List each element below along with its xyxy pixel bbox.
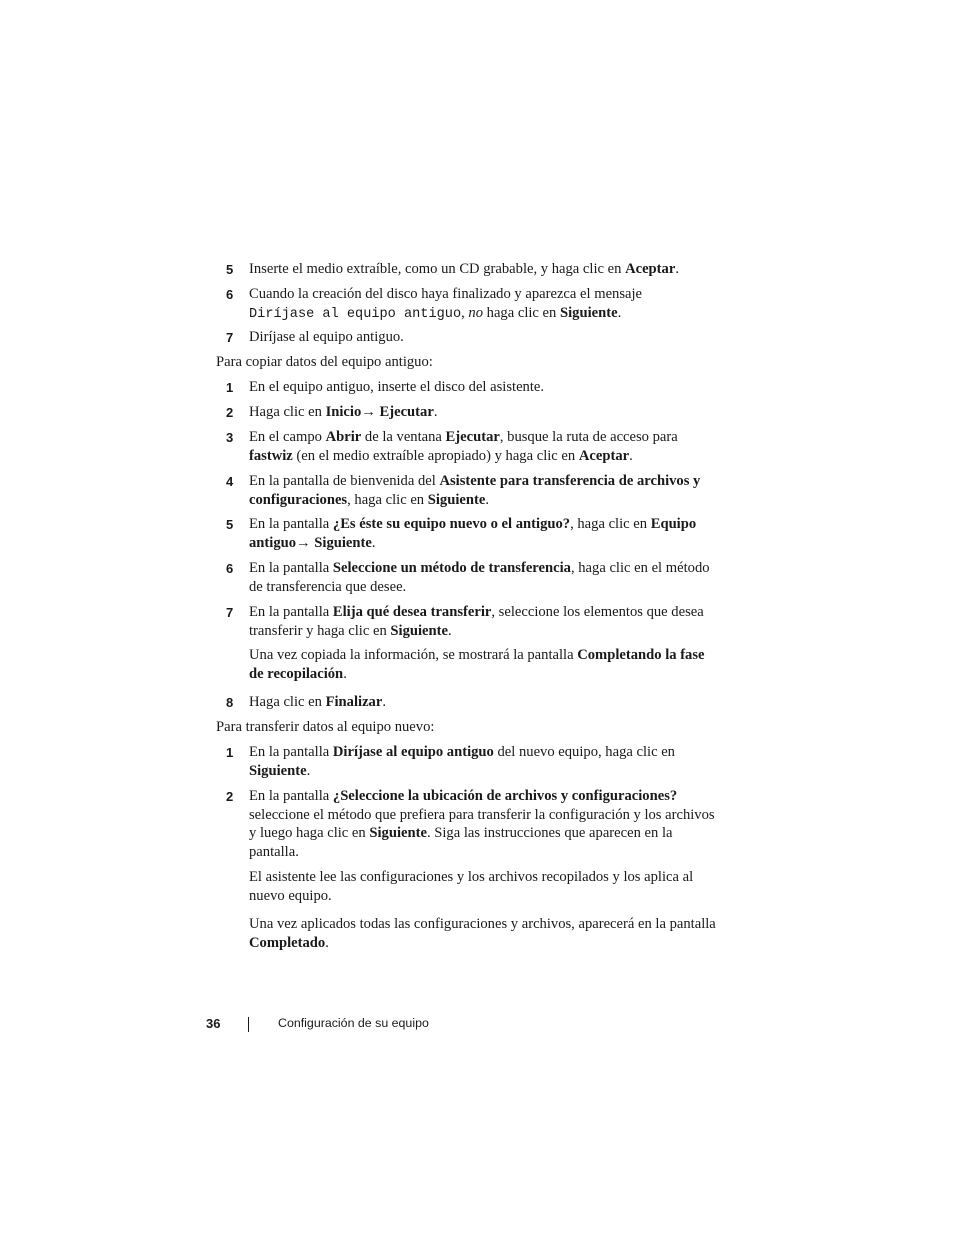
step-text: En la pantalla Seleccione un método de transferencia, haga clic en el método de transferencia que desee. bbox=[249, 560, 710, 595]
step-number: 1 bbox=[226, 380, 234, 395]
step-note: El asistente lee las configuraciones y los archivos recopilados y los aplica al nuevo equipo. bbox=[249, 869, 694, 904]
step-text: En la pantalla ¿Es éste su equipo nuevo o el antiguo?, haga clic en Equipo antiguo→ Siguiente. bbox=[249, 516, 697, 551]
step-number: 5 bbox=[226, 262, 234, 277]
step-text: Haga clic en Finalizar. bbox=[249, 694, 386, 710]
step-note: Una vez aplicados todas las configuraciones y archivos, aparecerá en la pantalla Completado. bbox=[249, 916, 716, 951]
step-note: Una vez copiada la información, se mostrará la pantalla Completando la fase de recopilación. bbox=[249, 647, 705, 682]
step-number: 7 bbox=[226, 330, 234, 345]
step-text: En la pantalla Diríjase al equipo antiguo del nuevo equipo, haga clic en Siguiente. bbox=[249, 744, 675, 779]
footer-title: Configuración de su equipo bbox=[278, 1016, 429, 1030]
page-number: 36 bbox=[206, 1016, 221, 1031]
step-number: 2 bbox=[226, 789, 234, 804]
arrow-icon: → bbox=[361, 404, 376, 420]
step-text: En el equipo antiguo, inserte el disco del asistente. bbox=[249, 379, 545, 395]
step-text: Diríjase al equipo antiguo. bbox=[249, 329, 404, 345]
step-number: 8 bbox=[226, 695, 234, 710]
step-text: En el campo Abrir de la ventana Ejecutar, busque la ruta de acceso para fastwiz (en el medio extraíble apropiado) y haga clic en Aceptar. bbox=[249, 429, 678, 464]
step-text: En la pantalla ¿Seleccione la ubicación de archivos y configuraciones? seleccione el método que prefiera para transferir la configuración y los archivos y luego haga clic en Siguiente. Siga las instrucciones que aparecen en la pantalla. bbox=[249, 788, 715, 860]
step-number: 1 bbox=[226, 745, 234, 760]
step-text: Cuando la creación del disco haya finalizado y aparezca el mensaje Diríjase al equipo antiguo, no haga clic en Siguiente. bbox=[249, 286, 643, 322]
step-text: En la pantalla de bienvenida del Asistente para transferencia de archivos y configuraciones, haga clic en Siguiente. bbox=[249, 473, 701, 508]
arrow-icon: → bbox=[296, 534, 311, 551]
step-number: 7 bbox=[226, 605, 234, 620]
step-number: 2 bbox=[226, 405, 234, 420]
footer-divider bbox=[248, 1017, 249, 1032]
step-number: 3 bbox=[226, 430, 234, 445]
section-intro: Para transferir datos al equipo nuevo: bbox=[216, 719, 435, 735]
step-text: Inserte el medio extraíble, como un CD grabable, y haga clic en Aceptar. bbox=[249, 261, 679, 277]
step-number: 6 bbox=[226, 287, 234, 302]
step-number: 4 bbox=[226, 474, 234, 489]
step-text: Haga clic en Inicio→ Ejecutar. bbox=[249, 404, 438, 420]
step-text: En la pantalla Elija qué desea transferir, seleccione los elementos que desea transferir y haga clic en Siguiente. bbox=[249, 604, 704, 639]
step-number: 5 bbox=[226, 517, 234, 532]
step-number: 6 bbox=[226, 561, 234, 576]
section-intro: Para copiar datos del equipo antiguo: bbox=[216, 354, 433, 370]
